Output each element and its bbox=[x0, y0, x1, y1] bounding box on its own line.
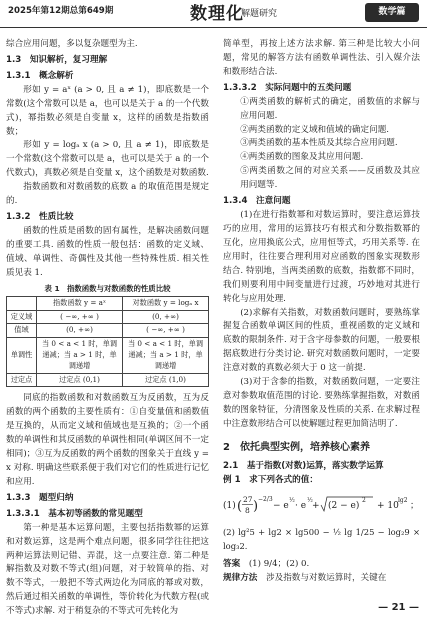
section-heading: 2 依托典型实例，培养核心素养 bbox=[223, 441, 370, 453]
svg-text:−2/3: −2/3 bbox=[258, 495, 273, 503]
table-row bbox=[7, 324, 209, 338]
table-cell: 当 0 < a < 1 时，单调递减；当 a > 1 时，单调递增 bbox=[123, 338, 209, 373]
svg-text:· e: · e bbox=[295, 500, 307, 511]
list-item: ⑤两类函数之间的对应关系——反函数及其应用问题等. bbox=[240, 166, 420, 191]
table-row bbox=[7, 373, 209, 387]
page-header bbox=[0, 0, 427, 28]
paragraph: 同底的指数函数和对数函数互为反函数，互为反函数的两个函数的主要性质有：①自变量值和函数值是互换的，从而定义域和值域也是互换的；②一个函数的单调性和其反函数的单调性相同(单调区间不一定相同)；③互为反函数的两个函数的图象关于直线 y = x 对称. 明确这些联系便于我们对它们的性质进行记忆和应用. bbox=[6, 393, 209, 487]
example-label: 例 1 求下列各式的值： bbox=[223, 474, 318, 485]
table-row bbox=[7, 310, 209, 324]
svg-text:8: 8 bbox=[245, 505, 250, 515]
table-row bbox=[7, 338, 209, 373]
answer-text: (1) 9/4；(2) 0. bbox=[248, 558, 310, 569]
answer-line bbox=[223, 558, 420, 572]
subsection-heading: 1.3.3 题型归纳 bbox=[6, 492, 74, 503]
page-number: — 21 — bbox=[378, 601, 419, 613]
list-item: ③两类函数的基本性质及其综合应用问题. bbox=[240, 138, 398, 149]
comparison-table bbox=[6, 283, 209, 388]
row-header: 定义域 bbox=[7, 310, 37, 324]
equation-2: (2) lg²5 + lg2 × lg500 − ½ lg 1/25 − log₂9 × log₃2. bbox=[223, 527, 420, 552]
table-corner bbox=[7, 296, 37, 310]
paragraph: (2)求解有关指数，对数函数问题时，要熟练掌握复合函数单调区间的性质，重视函数的定义域和底数的限制条件. 对于含字母参数的问题，一般要根据底数进行分类讨论. 研究对数函数问题时，一定要注意对数的真数必须大于 0 这一前提. bbox=[223, 307, 420, 374]
equation-1-formula bbox=[223, 492, 419, 518]
problem-list bbox=[223, 96, 420, 193]
section-badge: 数学篇 bbox=[365, 3, 419, 22]
paragraph: (1)在进行指数幂和对数运算时，要注意运算技巧的应用，常用的运算技巧有根式和分数指数幂的互化，应用换底公式，应用恒等式，巧用关系等. 在应用时，往往要合理利用对应函数的图象实现数形结合. 特别地，当两类函数的底数，指数都不同时，我们则要利用中间变量进行过渡，巧妙地对其进行转化与应用处理. bbox=[223, 210, 420, 304]
table-col-header: 对数函数 y = logₐ x bbox=[123, 296, 209, 310]
row-header: 过定点 bbox=[7, 373, 37, 387]
table-caption: 表 1 指数函数与对数函数的性质比较 bbox=[44, 283, 171, 293]
paragraph: 指数函数和对数函数的底数 a 的取值范围是规定的. bbox=[6, 182, 209, 207]
table-cell: ( −∞, +∞ ) bbox=[123, 324, 209, 338]
table-header-row bbox=[7, 296, 209, 310]
table-cell: (0, +∞) bbox=[123, 310, 209, 324]
table-cell: (0, +∞) bbox=[37, 324, 123, 338]
table-cell: ( −∞, +∞ ) bbox=[37, 310, 123, 324]
subsection-heading: 1.3.3.2 实际问题中的五类问题 bbox=[223, 82, 352, 93]
svg-text:(2 − e): (2 − e) bbox=[328, 500, 360, 511]
list-item: ④两类函数的图象及其应用问题. bbox=[240, 152, 364, 163]
svg-text:½: ½ bbox=[289, 496, 295, 504]
svg-text:lg2: lg2 bbox=[398, 496, 408, 504]
method-label: 规律方法 bbox=[223, 572, 258, 583]
paragraph: (3)对于含参的指数，对数函数问题，一定要注意对参数取值范围的讨论. 要熟练掌握指数，对数函数的图象特征，分清图象及性质的关系. 在求解过程中注意数形结合可以使解题过程更加简洁明了. bbox=[223, 377, 420, 429]
svg-text:；: ； bbox=[410, 500, 419, 511]
svg-text:+: + bbox=[312, 500, 320, 511]
answer-label: 答案 bbox=[223, 558, 241, 569]
section-heading: 1.3 知识解析，复习理解 bbox=[6, 54, 108, 65]
list-item: ①两类函数的解析式的确定，函数值的求解与应用问题. bbox=[240, 96, 420, 121]
subsection-heading: 1.3.2 性质比较 bbox=[6, 212, 74, 223]
method-line bbox=[223, 572, 420, 586]
paragraph: 综合应用问题，多以复杂题型为主. bbox=[6, 39, 138, 49]
svg-text:2: 2 bbox=[362, 496, 366, 504]
row-header: 值域 bbox=[7, 324, 37, 338]
journal-subtitle: 解题研究 bbox=[241, 9, 278, 19]
eq-label: (1) bbox=[223, 500, 236, 511]
table-cell: 过定点 (0,1) bbox=[37, 373, 123, 387]
svg-text:+ 10: + 10 bbox=[377, 500, 399, 511]
paragraph: 形如 y = logₐ x (a > 0, 且 a ≠ 1)，即底数是一个常数(这个常数可以是 a，也可以是关于 a 的一个代数式)，真数必须是自变量 x，这个函数是对数函数. bbox=[6, 140, 209, 179]
svg-text:− e: − e bbox=[273, 500, 289, 511]
issue-label: 2025年第12期总第649期 bbox=[8, 6, 114, 16]
paragraph: 函数的性质是函数的固有属性，是解决函数问题的重要工具. 函数的性质一般包括：函数的定义域、值域、单调性、奇偶性及其他一些特殊性质. 相关性质见表 1. bbox=[6, 225, 209, 278]
table-cell: 当 0 < a < 1 时，单调递减；当 a > 1 时，单调递增 bbox=[37, 338, 123, 373]
paragraph: 第一种是基本运算问题，主要包括指数幂的运算和对数运算，这是两个难点问题，很多同学往往把这两种运算法则记错、弄混，这一点要注意. 第二种是解指数及对数不等式(组)问题，对于较简单的指、对数不等式，一般把不等式两边化为同底的幂或对数，然后通过相关函数的单调性，等价转化为代数方程(或不等式)求解. 对于稍复杂的不等式可先转化为 bbox=[6, 522, 209, 617]
table-cell: 过定点 (1,0) bbox=[123, 373, 209, 387]
subsection-heading: 1.3.3.1 基本初等函数的常见题型 bbox=[6, 508, 143, 519]
subsection-heading: 2.1 基于指数(对数)运算，落实数学运算 bbox=[223, 461, 384, 471]
svg-text:(: ( bbox=[237, 498, 243, 514]
journal-title: 数理化 bbox=[190, 4, 244, 24]
right-column bbox=[223, 38, 420, 586]
subsection-heading: 1.3.4 注意问题 bbox=[223, 196, 291, 207]
paragraph: 简单型，再按上述方法求解. 第三种是比较大小问题，常见的解答方法有函数单调性法、引入媒介法和数形结合法. bbox=[223, 39, 420, 77]
left-column bbox=[6, 38, 209, 619]
method-text: 涉及指数与对数运算时，关键在 bbox=[266, 572, 387, 583]
table-col-header: 指数函数 y = aˣ bbox=[37, 296, 123, 310]
svg-text:): ) bbox=[253, 498, 259, 514]
equation-1 bbox=[223, 492, 420, 523]
paragraph: 形如 y = aˣ (a > 0, 且 a ≠ 1)，即底数是一个常数(这个常数可以是 a，也可以是关于 a 的一个代数式)，幂指数必须是自变量 x，这样的函数是指数函数； bbox=[6, 84, 209, 137]
subsection-heading: 1.3.1 概念解析 bbox=[6, 70, 74, 81]
list-item: ②两类函数的定义域和值域的确定问题. bbox=[240, 124, 390, 135]
svg-text:½: ½ bbox=[307, 496, 313, 504]
row-header: 单调性 bbox=[7, 338, 37, 373]
svg-text:27: 27 bbox=[243, 494, 253, 504]
